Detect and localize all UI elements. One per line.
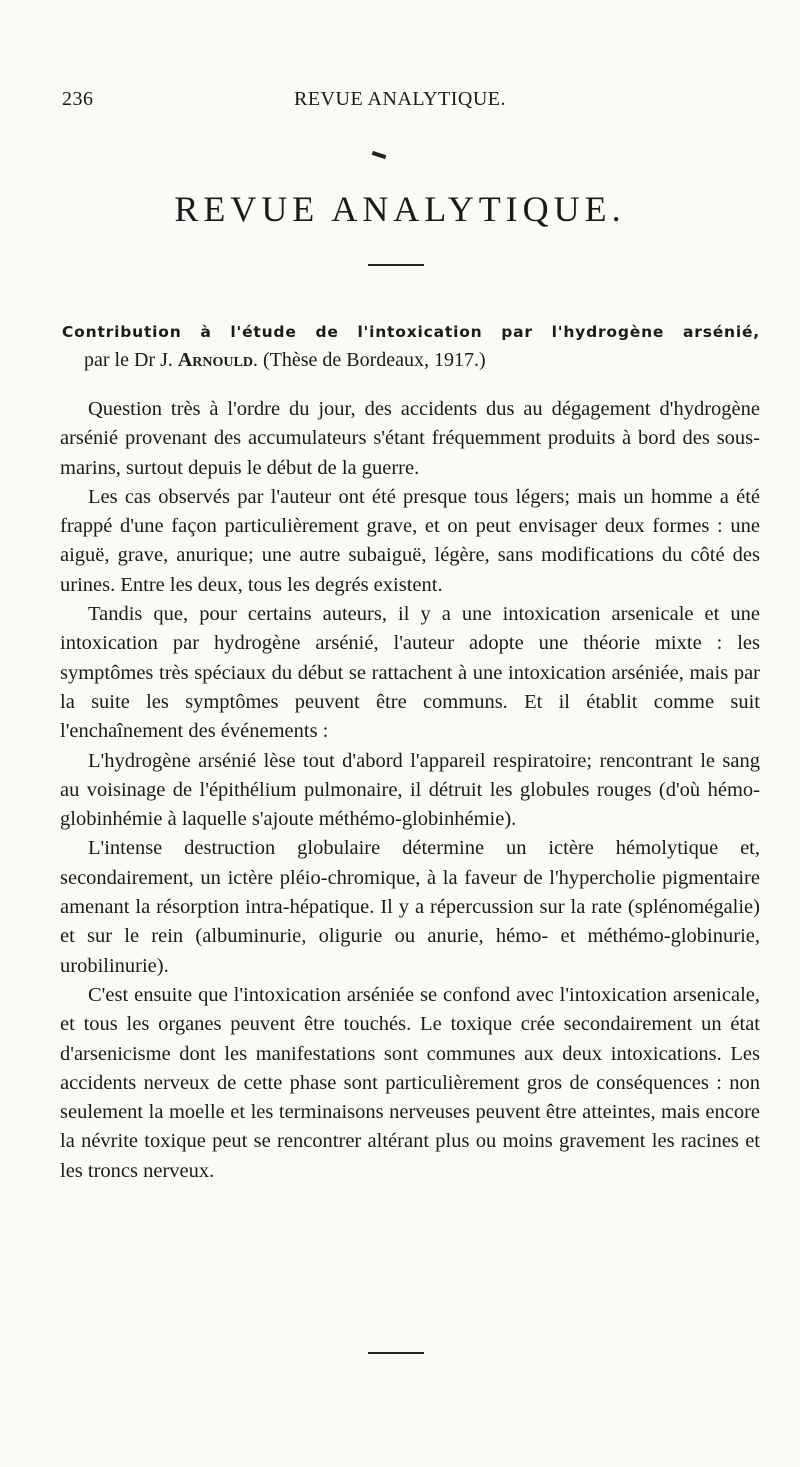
article-reference xyxy=(62,318,762,374)
paragraph: L'intense destruction globulaire détermine un ictère hémolytique et, secondairement, un ictère pléio-chromique, à la faveur de l'hypercholie pigmentaire amenant la résorption intra-hépatique. Il y a répercussion sur la rate (splénomégalie) et sur le rein (albuminurie, oligurie ou anurie, hémo- et méthémo-globinurie, urobilinurie). xyxy=(60,837,760,977)
review-body xyxy=(60,395,760,1186)
end-rule xyxy=(368,1352,424,1354)
ornament-dash xyxy=(372,151,387,159)
author-name: Arnould xyxy=(177,349,253,371)
reference-title: Contribution à l'étude de l'intoxication par l'hydrogène arsénié, xyxy=(62,323,760,341)
paragraph: Les cas observés par l'auteur ont été presque tous légers; mais un homme a été frappé d'une façon particulièrement grave, et on peut envisager deux formes : une aiguë, grave, anurique; une autre subaiguë, légère, sans modifications du côté des urines. Entre les deux, tous les degrés existent. xyxy=(60,485,760,596)
byline-prefix: par le Dr J. xyxy=(84,349,178,371)
running-head xyxy=(62,88,752,118)
byline-suffix: . (Thèse de Bordeaux, 1917.) xyxy=(252,349,486,371)
paragraph: Question très à l'ordre du jour, des accidents dus au dégagement d'hydrogène arsénié provenant des accumulateurs s'étant fréquemment produits à bord des sous-marins, surtout depuis le début de la guerre. xyxy=(60,398,760,479)
running-title: REVUE ANALYTIQUE. xyxy=(294,88,507,110)
paragraph: C'est ensuite que l'intoxication arséniée se confond avec l'intoxication arsenicale, et tous les organes peuvent être touchés. Le toxique crée secondairement un état d'arsenicisme dont les manifestations sont communes aux deux intoxications. Les accidents nerveux de cette phase sont particulièrement gros de conséquences : non seulement la moelle et les terminaisons nerveuses peuvent être atteintes, mais encore la névrite toxique peut se rencontrer altérant plus ou moins gravement les racines et les troncs nerveux. xyxy=(60,983,760,1182)
page-title: REVUE ANALYTIQUE. xyxy=(174,189,626,229)
reference-byline xyxy=(62,346,762,374)
page-number: 236 xyxy=(62,88,94,110)
paragraph: Tandis que, pour certains auteurs, il y a une intoxication arsenicale et une intoxication par hydrogène arsénié, l'auteur adopte une théorie mixte : les symptômes très spéciaux du début se rattachent à une intoxication arséniée, mais par la suite les symptômes peuvent être communs. Et il établit comme suit l'enchaînement des événements : xyxy=(60,603,760,743)
title-rule xyxy=(368,264,424,266)
paragraph: L'hydrogène arsénié lèse tout d'abord l'appareil respiratoire; rencontrant le sang au voisinage de l'épithélium pulmonaire, il détruit les globules rouges (d'où hémo-globinhémie à laquelle s'ajoute méthémo-globinhémie). xyxy=(60,749,760,831)
